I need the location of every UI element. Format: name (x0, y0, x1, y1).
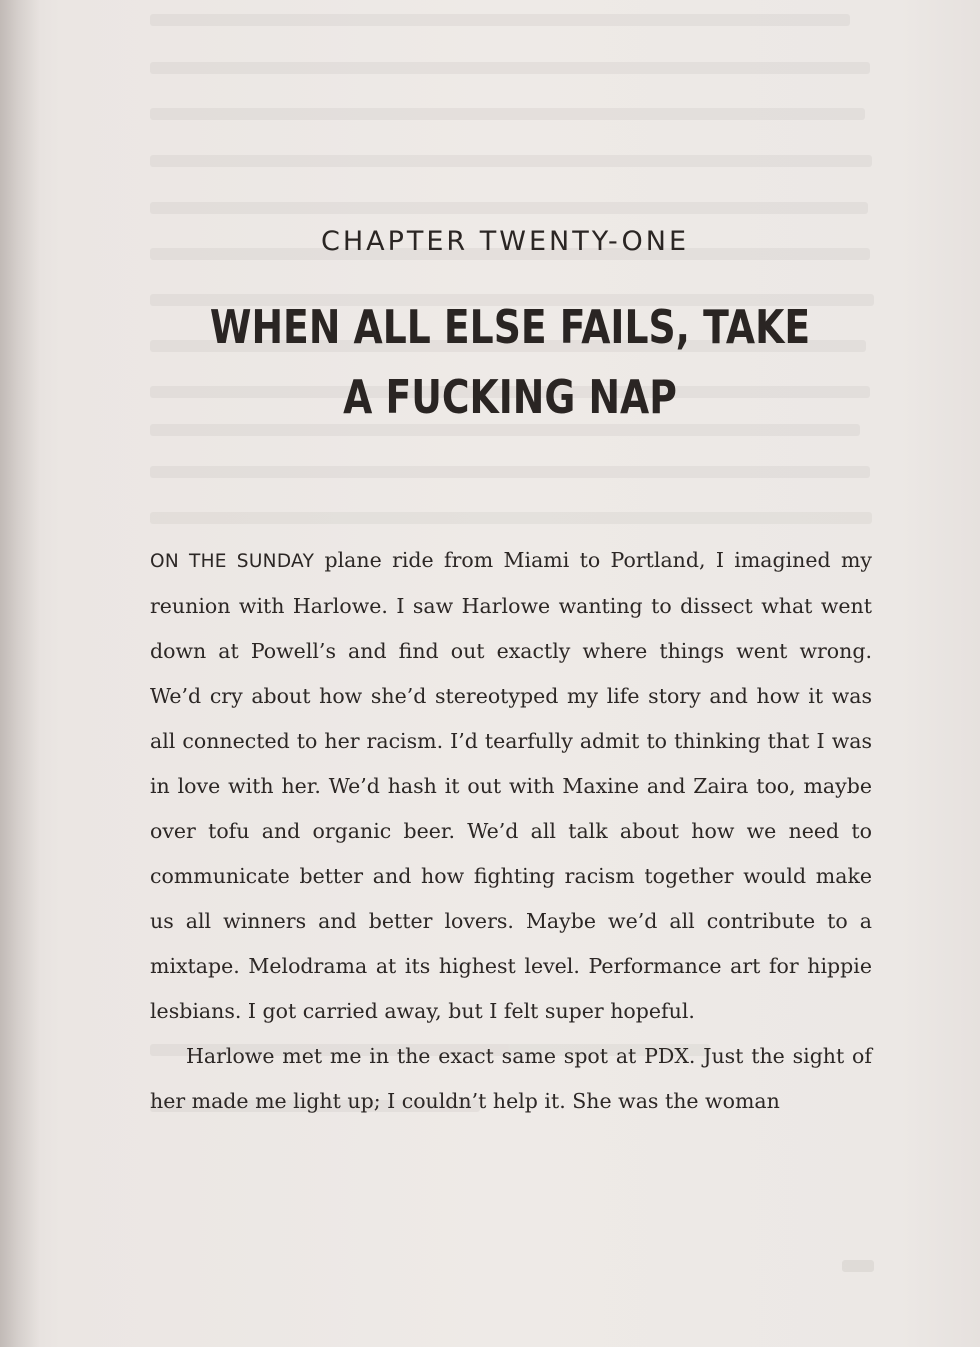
body-text (150, 538, 872, 1124)
paragraph (150, 538, 872, 1034)
page-number-showthrough (842, 1260, 874, 1272)
paragraph: Harlowe met me in the exact same spot at PDX. Just the sight of her made me light up; I couldn’t help it. She was the woman (150, 1044, 872, 1113)
book-gutter-shadow (0, 0, 40, 1347)
paragraph-text: plane ride from Miami to Portland, I imagined my reunion with Harlowe. I saw Harlowe wanting to dissect what went down at Powell’s and find out exactly where things went wrong. We’d cry about how she’d stereotyped my life story and how it was all connected to her racism. I’d tearfully admit to thinking that I was in love with her. We’d hash it out with Maxine and Zaira too, maybe over tofu and organic beer. We’d all talk about how we need to communicate better and how fighting racism together would make us all winners and better lovers. Maybe we’d all contribute to a mixtape. Melodrama at its highest level. Performance art for hippie lesbians. I got carried away, but I felt super hopeful. (150, 548, 872, 1023)
chapter-title: WHEN ALL ELSE FAILS, TAKE A FUCKING NAP (209, 300, 811, 424)
chapter-label: CHAPTER TWENTY-ONE (320, 226, 690, 257)
paragraph-lead-in: ON THE SUNDAY (150, 551, 315, 572)
